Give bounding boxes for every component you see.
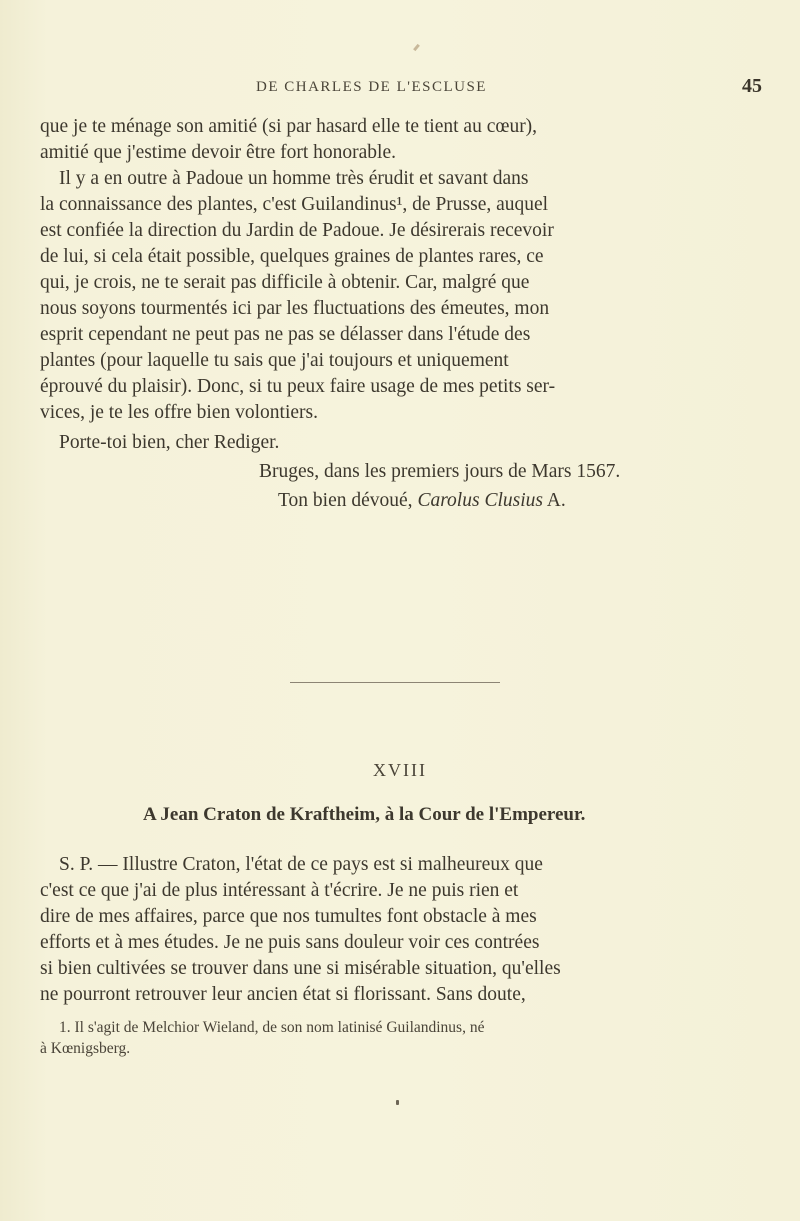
farewell-line: Porte-toi bien, cher Rediger.	[59, 432, 280, 453]
closing-prefix: Ton bien dévoué,	[278, 490, 418, 511]
body-line: Il y a en outre à Padoue un homme très érudit et savant dans	[59, 168, 529, 189]
body-line: qui, je crois, ne te serait pas difficile à obtenir. Car, malgré que	[40, 272, 530, 293]
body-line: dire de mes affaires, parce que nos tumultes font obstacle à mes	[40, 906, 537, 927]
dateline: Bruges, dans les premiers jours de Mars 1567.	[259, 461, 621, 482]
page-number: 45	[742, 75, 762, 97]
body-line: si bien cultivées se trouver dans une si misérable situation, qu'elles	[40, 958, 561, 979]
body-line: éprouvé du plaisir). Donc, si tu peux faire usage de mes petits ser-	[40, 376, 556, 397]
closing-suffix: A.	[542, 490, 566, 511]
body-line: la connaissance des plantes, c'est Guilandinus¹, de Prusse, auquel	[40, 194, 549, 215]
body-line: c'est ce que j'ai de plus intéressant à t'écrire. Je ne puis rien et	[40, 880, 519, 901]
body-line: amitié que j'estime devoir être fort honorable.	[40, 142, 397, 163]
footnote-line: à Kœnigsberg.	[40, 1040, 131, 1057]
body-line: est confiée la direction du Jardin de Padoue. Je désirerais recevoir	[40, 220, 554, 241]
footnote-line: 1. Il s'agit de Melchior Wieland, de son nom latinisé Guilandinus, né	[59, 1019, 485, 1036]
body-line: vices, je te les offre bien volontiers.	[40, 402, 318, 423]
body-line: plantes (pour laquelle tu sais que j'ai toujours et uniquement	[40, 350, 509, 371]
body-line: S. P. — Illustre Craton, l'état de ce pays est si malheureux que	[59, 854, 543, 875]
signature-name: Carolus Clusius	[417, 490, 543, 511]
section-divider	[290, 682, 500, 683]
body-line: de lui, si cela était possible, quelques graines de plantes rares, ce	[40, 246, 544, 267]
body-line: efforts et à mes études. Je ne puis sans douleur voir ces contrées	[40, 932, 540, 953]
body-line: esprit cependant ne peut pas ne pas se délasser dans l'étude des	[40, 324, 531, 345]
body-line: que je te ménage son amitié (si par hasard elle te tient au cœur),	[40, 116, 538, 137]
body-line: ne pourront retrouver leur ancien état si florissant. Sans doute,	[40, 984, 526, 1005]
running-head: DE CHARLES DE L'ESCLUSE	[256, 79, 487, 95]
ink-mark	[413, 44, 420, 51]
section-number: XVIII	[373, 760, 427, 780]
printer-mark	[396, 1100, 399, 1105]
body-line: nous soyons tourmentés ici par les fluctuations des émeutes, mon	[40, 298, 550, 319]
signature-line	[278, 488, 566, 514]
page-header	[242, 75, 762, 103]
letter-title: A Jean Craton de Kraftheim, à la Cour de l'Empereur.	[143, 804, 586, 825]
